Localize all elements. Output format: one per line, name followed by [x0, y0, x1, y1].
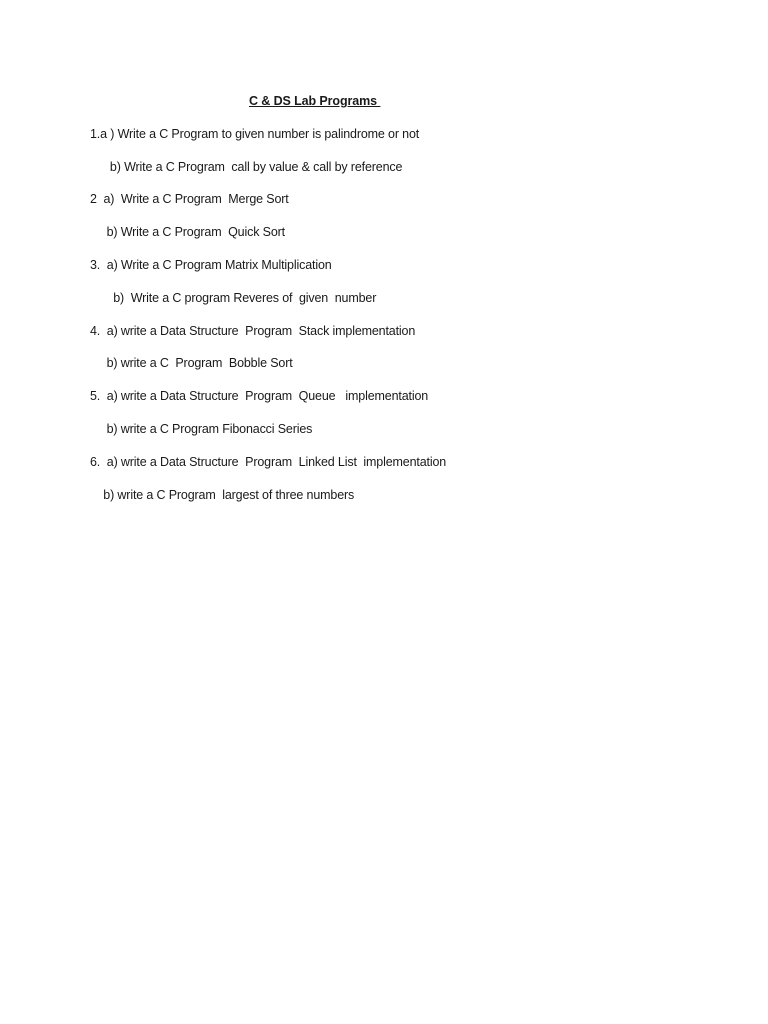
- program-item-6b: b) write a C Program largest of three numbers: [90, 488, 355, 502]
- program-item-2b: b) Write a C Program Quick Sort: [90, 225, 285, 239]
- program-item-2a: 2 a) Write a C Program Merge Sort: [90, 192, 289, 206]
- document-title: C & DS Lab Programs: [249, 94, 381, 108]
- program-item-4a: 4. a) write a Data Structure Program Stack implementation: [90, 324, 416, 338]
- program-item-5a: 5. a) write a Data Structure Program Queue implementation: [90, 389, 429, 403]
- program-item-1b: b) Write a C Program call by value & call by reference: [90, 160, 403, 174]
- program-item-1a: 1.a ) Write a C Program to given number is palindrome or not: [90, 127, 420, 141]
- program-item-3b: b) Write a C program Reveres of given number: [90, 291, 377, 305]
- program-item-5b: b) write a C Program Fibonacci Series: [90, 422, 313, 436]
- program-item-6a: 6. a) write a Data Structure Program Linked List implementation: [90, 455, 447, 469]
- program-item-3a: 3. a) Write a C Program Matrix Multiplication: [90, 258, 332, 272]
- program-item-4b: b) write a C Program Bobble Sort: [90, 356, 293, 370]
